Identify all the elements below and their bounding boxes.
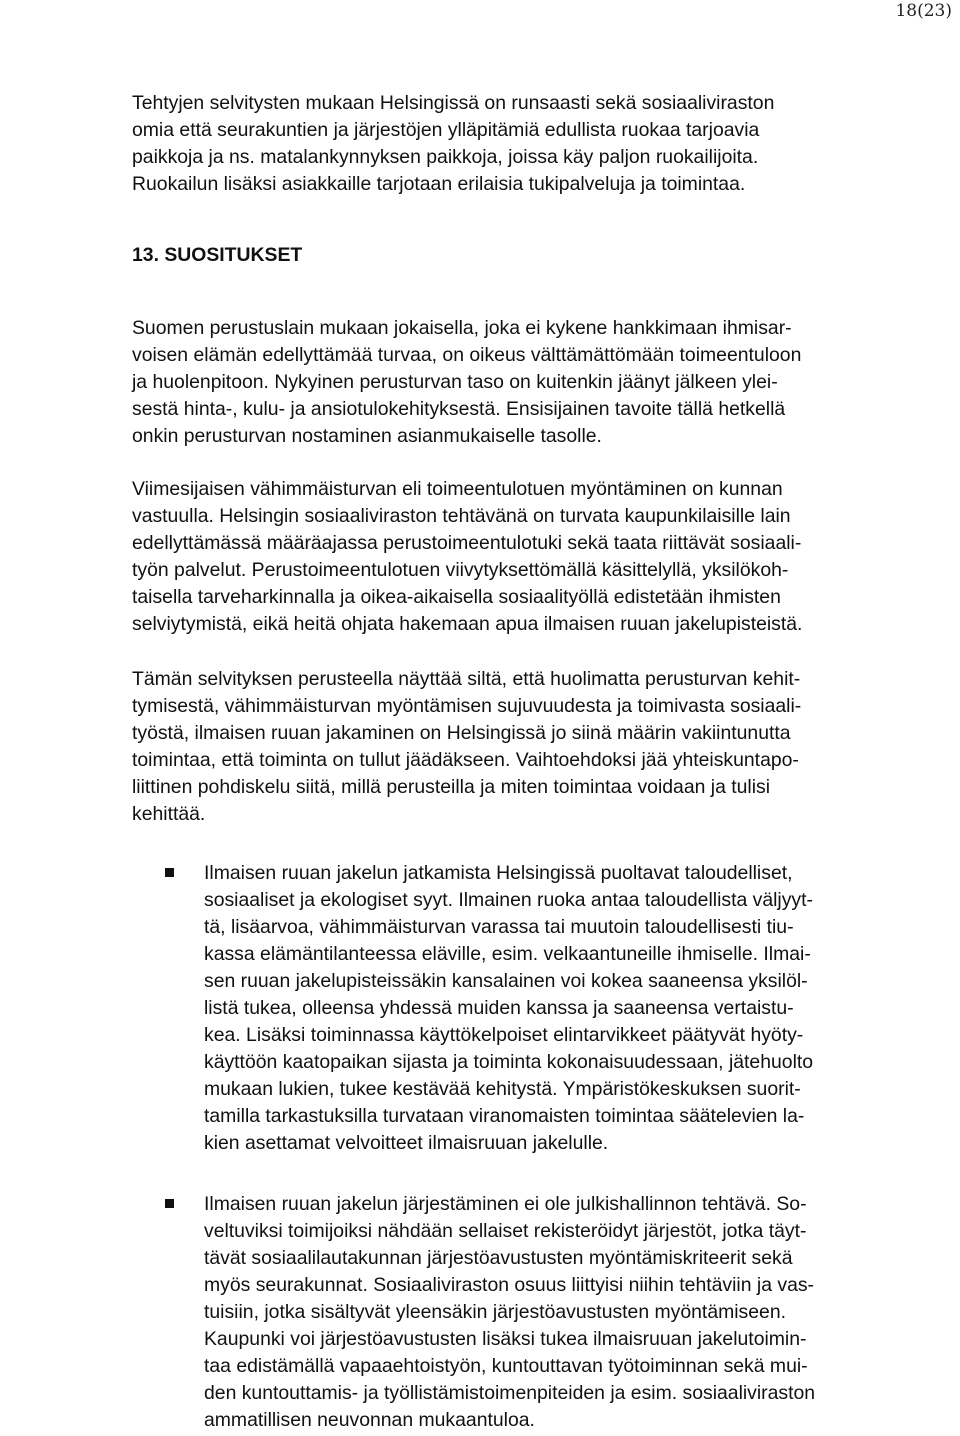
- text-line: työstä, ilmaisen ruuan jakaminen on Helsingissä jo siinä määrin vakiintunutta: [132, 722, 791, 744]
- text-line: paikkoja ja ns. matalankynnyksen paikkoja, joissa käy paljon ruokailijoita.: [132, 146, 759, 168]
- text-line: toimintaa, että toiminta on tullut jäädäkseen. Vaihtoehdoksi jää yhteiskuntapo-: [132, 749, 799, 771]
- text-line: taa edistämällä vapaaehtoistyön, kuntouttavan työtoiminnan sekä mui-: [204, 1355, 808, 1377]
- text-line: listä tukea, olleensa yhdessä muiden kanssa ja saaneensa vertaistu-: [204, 997, 794, 1019]
- text-line: ammatillisen neuvonnan mukaantuloa.: [204, 1409, 535, 1431]
- document-body: [132, 90, 956, 1434]
- bullet-item: [204, 1191, 956, 1434]
- text-line: omia että seurakuntien ja järjestöjen ylläpitämiä edullista ruokaa tarjoavia: [132, 119, 760, 141]
- text-line: tamilla tarkastuksilla turvataan viranomaisten toimintaa säätelevien la-: [204, 1105, 805, 1127]
- text-line: veltuviksi toimijoiksi nähdään sellaiset rekisteröidyt järjestöt, jotka täyt-: [204, 1220, 807, 1242]
- paragraph-basic-security: [132, 315, 956, 450]
- text-line: sestä hinta-, kulu- ja ansiotulokehityksestä. Ensisijainen tavoite tällä hetkellä: [132, 398, 786, 420]
- text-line: Suomen perustuslain mukaan jokaisella, joka ei kykene hankkimaan ihmisar-: [132, 317, 792, 339]
- text-line: tuisiin, jotka sisältyvät yleensäkin järjestöavustusten myöntämiseen.: [204, 1301, 786, 1323]
- paragraph-income-support: [132, 476, 956, 638]
- text-line: selviytymistä, eikä heitä ohjata hakemaan apua ilmaisen ruuan jakelupisteistä.: [132, 613, 803, 635]
- text-line: Tehtyjen selvitysten mukaan Helsingissä on runsaasti sekä sosiaaliviraston: [132, 92, 775, 114]
- square-bullet-icon: [165, 868, 174, 877]
- text-line: Ilmaisen ruuan jakelun jatkamista Helsingissä puoltavat taloudelliset,: [204, 862, 793, 884]
- text-line: taisella tarveharkinnalla ja oikea-aikaisella sosiaalityöllä edistetään ihmisten: [132, 586, 781, 608]
- section-heading: 13. SUOSITUKSET: [132, 244, 303, 266]
- text-line: tymisestä, vähimmäisturvan myöntämisen sujuvuudesta ja toimivasta sosiaali-: [132, 695, 802, 717]
- text-line: sosiaaliset ja ekologiset syyt. Ilmainen ruoka antaa taloudellista väljyyt-: [204, 889, 813, 911]
- text-line: sen ruuan jakelupisteissäkin kansalainen voi kokea saaneensa yksilöl-: [204, 970, 808, 992]
- text-line: myös seurakunnat. Sosiaaliviraston osuus liittyisi niihin tehtäviin ja vas-: [204, 1274, 815, 1296]
- text-line: kehittää.: [132, 803, 206, 825]
- intro-paragraph: [132, 90, 956, 198]
- text-line: Ruokailun lisäksi asiakkaille tarjotaan erilaisia tukipalveluja ja toimintaa.: [132, 173, 746, 195]
- text-line: voisen elämän edellyttämää turvaa, on oikeus välttämättömään toimeentuloon: [132, 344, 802, 366]
- paragraph-conclusion: [132, 666, 956, 828]
- bullet-item: [204, 860, 956, 1157]
- text-line: kassa elämäntilanteessa eläville, esim. velkaantuneille ihmiselle. Ilmai-: [204, 943, 811, 965]
- square-bullet-icon: [165, 1199, 174, 1208]
- text-line: ja huolenpitoon. Nykyinen perusturvan taso on kuitenkin jäänyt jälkeen ylei-: [132, 371, 778, 393]
- text-line: Kaupunki voi järjestöavustusten lisäksi tukea ilmaisruuan jakelutoimin-: [204, 1328, 807, 1350]
- page-number: 18(23): [895, 1, 952, 21]
- text-line: den kuntouttamis- ja työllistämistoimenpiteiden ja esim. sosiaaliviraston: [204, 1382, 816, 1404]
- text-line: edellyttämässä määräajassa perustoimeentulotuki sekä taata riittävät sosiaali-: [132, 532, 802, 554]
- text-line: kien asettamat velvoitteet ilmaisruuan jakelulle.: [204, 1132, 609, 1154]
- text-line: Tämän selvityksen perusteella näyttää siltä, että huolimatta perusturvan kehit-: [132, 668, 801, 690]
- text-line: liittinen pohdiskelu siitä, millä perusteilla ja miten toimintaa voidaan ja tulisi: [132, 776, 771, 798]
- text-line: Viimesijaisen vähimmäisturvan eli toimeentulotuen myöntäminen on kunnan: [132, 478, 783, 500]
- text-line: mukaan lukien, tukee kestävää kehitystä. Ympäristökeskuksen suorit-: [204, 1078, 801, 1100]
- text-line: onkin perusturvan nostaminen asianmukaiselle tasolle.: [132, 425, 602, 447]
- text-line: käyttöön kaatopaikan sijasta ja toiminta kokonaisuudessaan, jätehuolto: [204, 1051, 814, 1073]
- text-line: tä, lisäarvoa, vähimmäisturvan varassa tai muutoin taloudellisesti tiu-: [204, 916, 794, 938]
- text-line: tävät sosiaalilautakunnan järjestöavustusten myöntämiskriteerit sekä: [204, 1247, 793, 1269]
- text-line: kea. Lisäksi toiminnassa käyttökelpoiset elintarvikkeet päätyvät hyöty-: [204, 1024, 804, 1046]
- text-line: Ilmaisen ruuan jakelun järjestäminen ei ole julkishallinnon tehtävä. So-: [204, 1193, 807, 1215]
- text-line: työn palvelut. Perustoimeentulotuen viivytyksettömällä käsittelyllä, yksilökoh-: [132, 559, 789, 581]
- text-line: vastuulla. Helsingin sosiaaliviraston tehtävänä on turvata kaupunkilaisille lain: [132, 505, 791, 527]
